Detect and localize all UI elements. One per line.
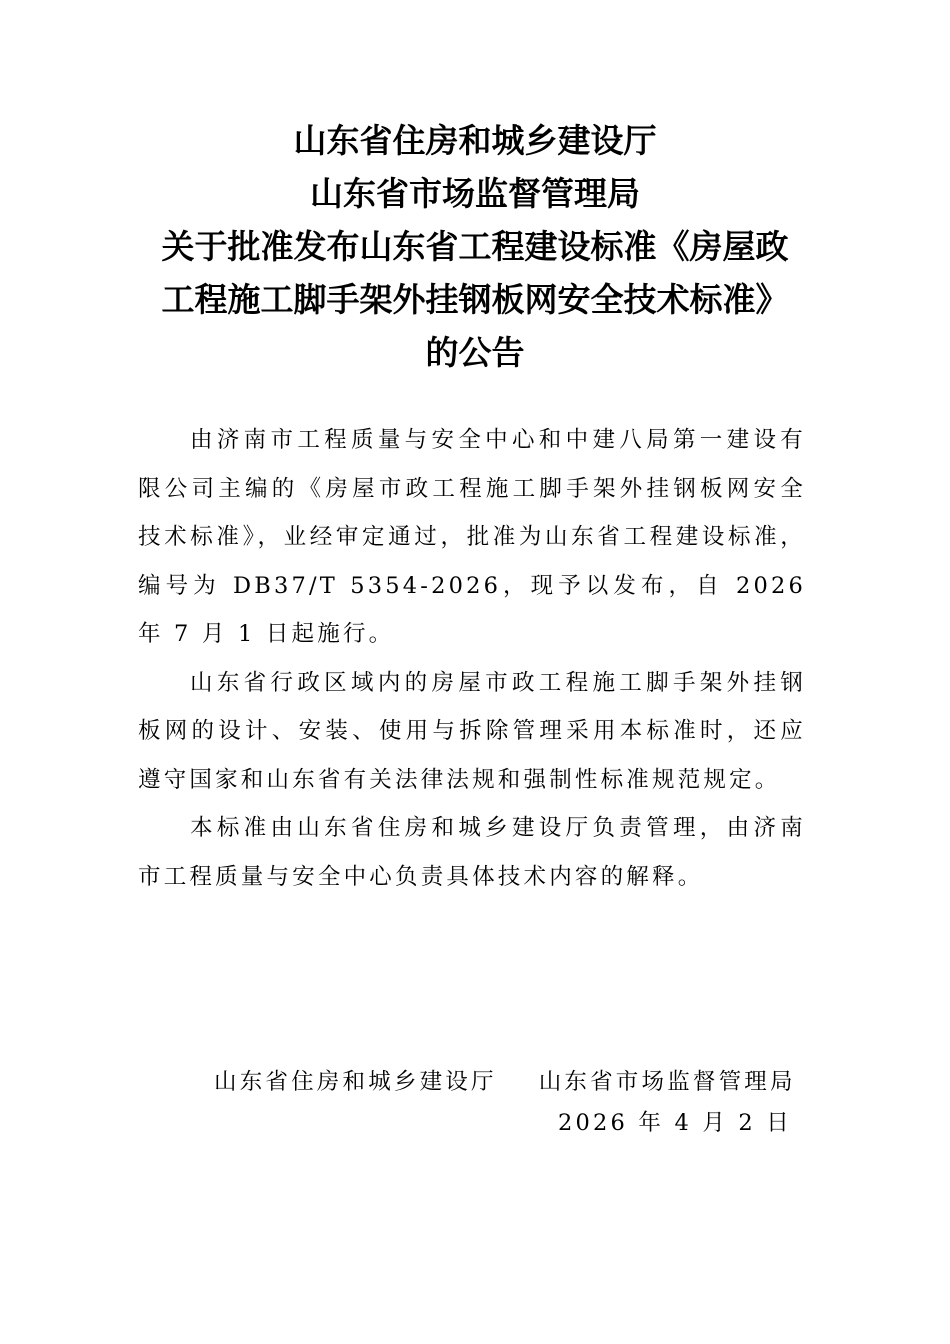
signature-organizations bbox=[214, 1062, 796, 1102]
title-line-1: 山东省住房和城乡建设厅 bbox=[293, 121, 657, 160]
signature-org-market: 山东省市场监督管理局 bbox=[538, 1069, 796, 1095]
title-line-4: 工程施工脚手架外挂钢板网安全技术标准》 bbox=[161, 280, 789, 319]
announcement-title bbox=[0, 114, 950, 379]
body-paragraph-2: 山东省行政区域内的房屋市政工程施工脚手架外挂钢板网的设计、安装、使用与拆除管理采用本标准时，还应遵守国家和山东省有关法律法规和强制性标准规范规定。 bbox=[138, 669, 806, 793]
body-paragraph-3: 本标准由山东省住房和城乡建设厅负责管理，由济南市工程质量与安全中心负责具体技术内容的解释。 bbox=[138, 815, 806, 890]
signature-date: 2026 年 4 月 2 日 bbox=[558, 1110, 792, 1136]
title-line-2: 山东省市场监督管理局 bbox=[310, 174, 640, 213]
body-paragraph-1: 由济南市工程质量与安全中心和中建八局第一建设有限公司主编的《房屋市政工程施工脚手架外挂钢板网安全技术标准》，业经审定通过，批准为山东省工程建设标准，编号为 DB37/T 5354-2026，现予以发布，自 2026 年 7 月 1 日起施行。 bbox=[138, 427, 806, 647]
title-line-3: 关于批准发布山东省工程建设标准《房屋政 bbox=[161, 227, 789, 266]
signature-org-housing: 山东省住房和城乡建设厅 bbox=[214, 1069, 497, 1095]
title-line-5: 的公告 bbox=[425, 333, 525, 372]
announcement-body bbox=[138, 416, 806, 901]
